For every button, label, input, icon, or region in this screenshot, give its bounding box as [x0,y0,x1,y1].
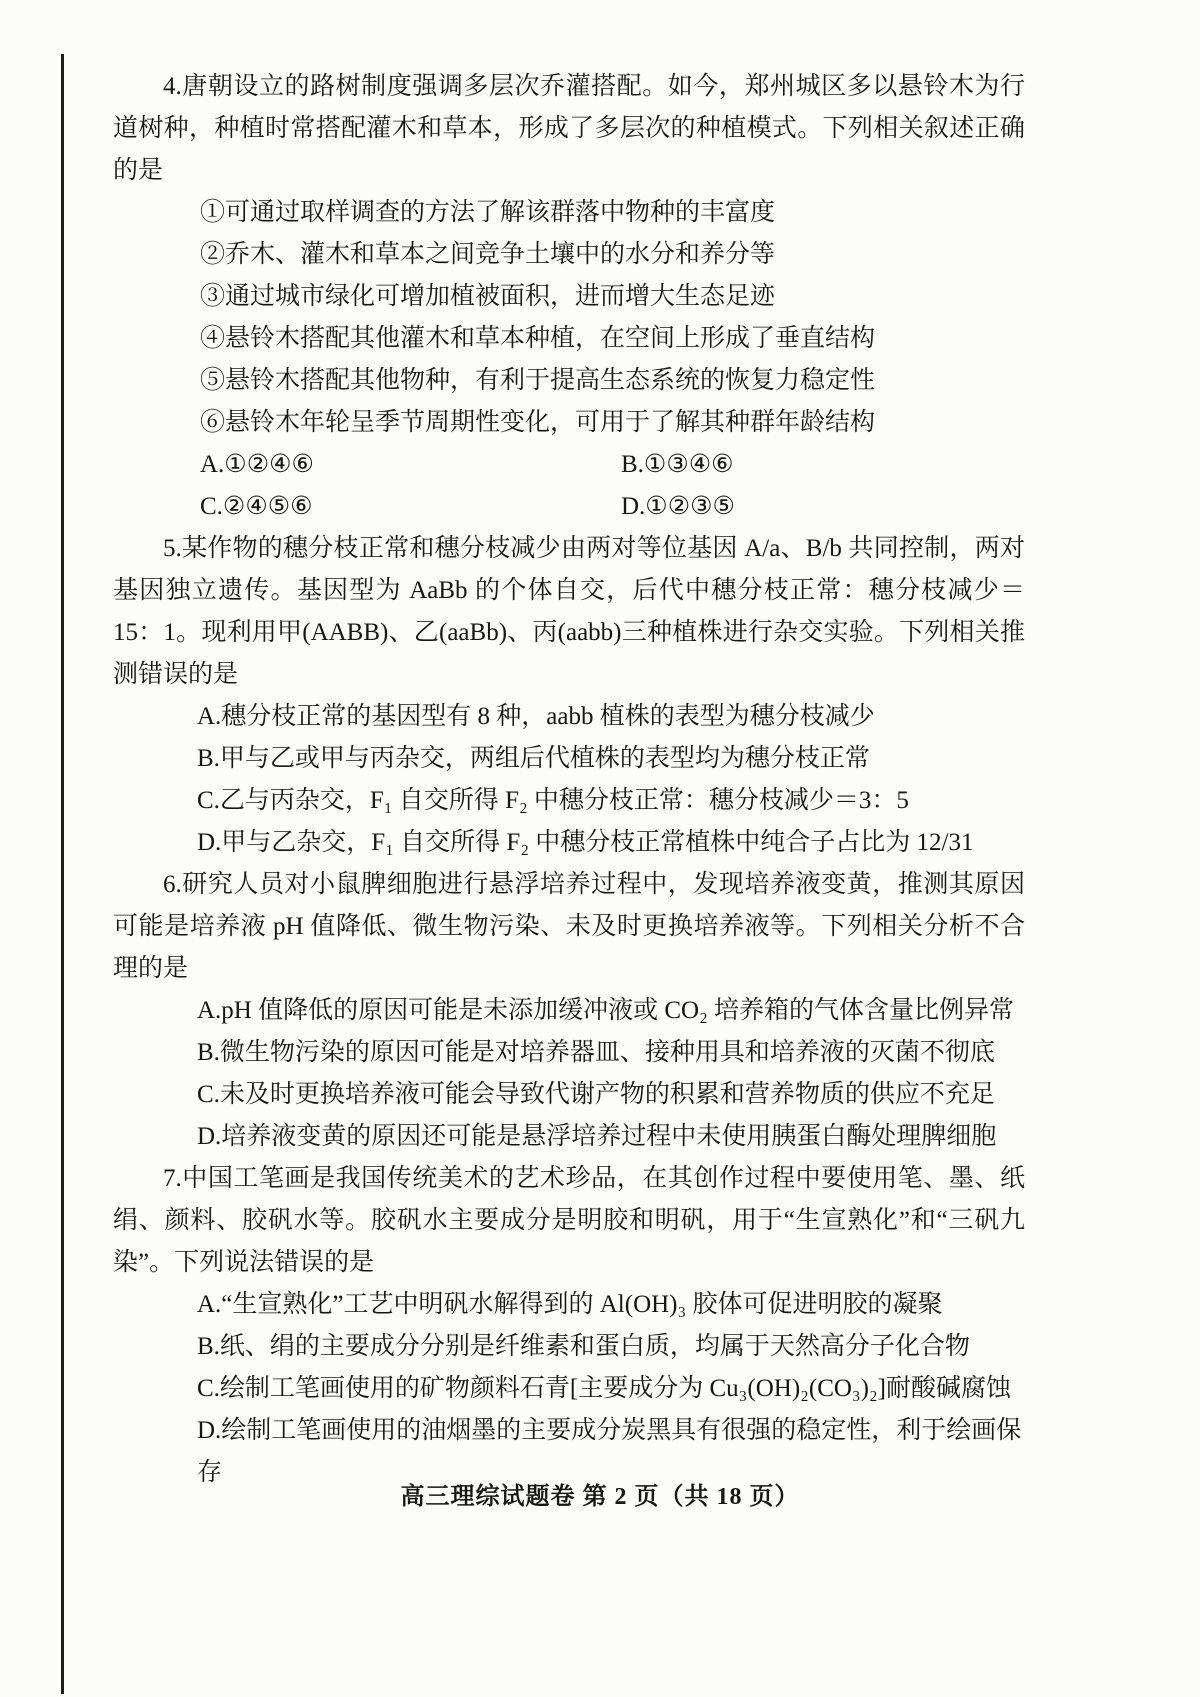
question-6-stem [113,864,1025,990]
question-5-stem [113,528,1025,696]
question-4 [113,66,1025,528]
question-7-option-c: C.绘制工笔画使用的矿物颜料石青[主要成分为 Cu₃(OH)₂(CO₃)₂]耐酸碱腐蚀 [197,1375,1012,1402]
question-6-option-c: C.未及时更换培养液可能会导致代谢产物的积累和营养物质的供应不充足 [197,1081,995,1108]
question-4-option-d: D.①②③⑤ [621,493,735,520]
question-4-option-b: B.①③④⑥ [621,451,734,478]
question-6-option-a: A.pH 值降低的原因可能是未添加缓冲液或 CO₂ 培养箱的气体含量比例异常 [197,997,1015,1024]
question-5-option-b: B.甲与乙或甲与丙杂交，两组后代植株的表型均为穗分枝正常 [197,745,870,772]
question-4-stem-text: 唐朝设立的路树制度强调多层次乔灌搭配。如今，郑州城区多以悬铃木为行道树种，种植时常搭配灌木和草本，形成了多层次的种植模式。下列相关叙述正确的是 [113,73,1025,184]
question-6 [113,864,1025,1158]
question-5-number: 5. [163,535,182,562]
question-4-options-row-2 [113,486,1025,528]
scan-border-line [61,54,64,1694]
question-5-option-a: A.穗分枝正常的基因型有 8 种，aabb 植株的表型为穗分枝减少 [197,703,875,730]
question-4-stem [113,66,1025,192]
question-5-option-d: D.甲与乙杂交，F₁ 自交所得 F₂ 中穗分枝正常植株中纯合子占比为 12/31 [197,829,974,856]
question-7 [113,1158,1025,1494]
question-6-number: 6. [163,871,182,898]
exam-content [113,66,1025,1494]
question-5-stem-text: 某作物的穗分枝正常和穗分枝减少由两对等位基因 A/a、B/b 共同控制，两对基因独立遗传。基因型为 AaBb 的个体自交，后代中穗分枝正常：穗分枝减少＝15：1。现利用甲(AABB)、乙(aaBb)、丙(aabb)三种植株进行杂交实验。下列相关推测错误的是 [113,535,1025,688]
question-7-option-d: D.绘制工笔画使用的油烟墨的主要成分炭黑具有很强的稳定性，利于绘画保存 [197,1417,1022,1486]
question-4-statement-5: ⑤悬铃木搭配其他物种，有利于提高生态系统的恢复力稳定性 [200,367,876,394]
question-4-option-a: A.①②④⑥ [200,451,314,478]
question-5 [113,528,1025,864]
question-7-option-a: A.“生宣熟化”工艺中明矾水解得到的 Al(OH)₃ 胶体可促进明胶的凝聚 [197,1291,943,1318]
question-5-option-c: C.乙与丙杂交，F₁ 自交所得 F₂ 中穗分枝正常：穗分枝减少＝3：5 [197,787,909,814]
question-7-option-b: B.纸、绢的主要成分分别是纤维素和蛋白质，均属于天然高分子化合物 [197,1333,970,1360]
question-4-statement-3: ③通过城市绿化可增加植被面积，进而增大生态足迹 [200,283,776,310]
question-4-number: 4. [163,73,182,100]
question-4-statement-1: ①可通过取样调查的方法了解该群落中物种的丰富度 [200,199,776,226]
question-4-statement-2: ②乔木、灌木和草本之间竞争土壤中的水分和养分等 [200,241,776,268]
question-6-option-b: B.微生物污染的原因可能是对培养器皿、接种用具和培养液的灭菌不彻底 [197,1039,995,1066]
question-7-stem-text: 中国工笔画是我国传统美术的艺术珍品，在其创作过程中要使用笔、墨、纸绢、颜料、胶矾水等。胶矾水主要成分是明胶和明矾，用于“生宣熟化”和“三矾九染”。下列说法错误的是 [113,1165,1025,1276]
question-7-stem [113,1158,1025,1284]
question-4-statement-4: ④悬铃木搭配其他灌木和草本种植，在空间上形成了垂直结构 [200,325,876,352]
question-6-stem-text: 研究人员对小鼠脾细胞进行悬浮培养过程中，发现培养液变黄，推测其原因可能是培养液 pH 值降低、微生物污染、未及时更换培养液等。下列相关分析不合理的是 [113,871,1025,982]
page-footer: 高三理综试题卷 第 2 页（共 18 页） [400,1484,800,1510]
question-4-options-row-1 [113,444,1025,486]
question-4-option-c: C.②④⑤⑥ [200,493,313,520]
question-4-statement-6: ⑥悬铃木年轮呈季节周期性变化，可用于了解其种群年龄结构 [200,409,876,436]
question-6-option-d: D.培养液变黄的原因还可能是悬浮培养过程中未使用胰蛋白酶处理脾细胞 [197,1123,997,1150]
question-7-number: 7. [163,1165,182,1192]
